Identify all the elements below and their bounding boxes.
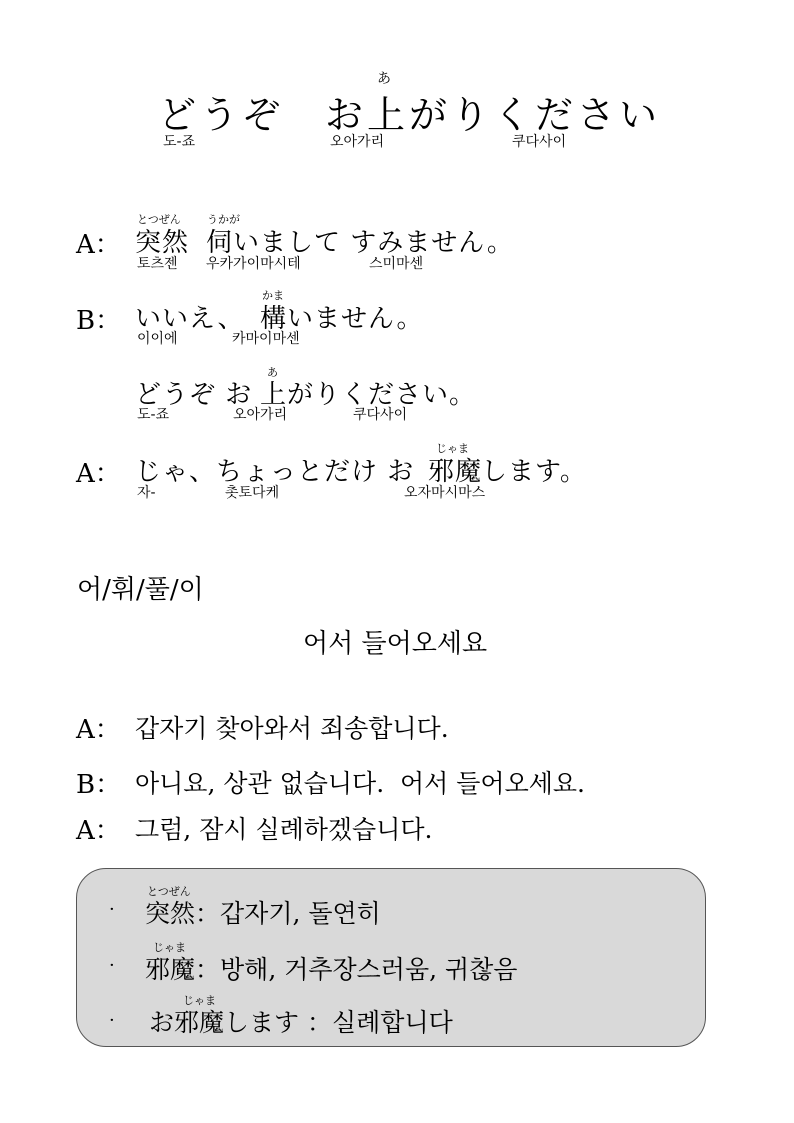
trans-line-2: 아니요, 상관 없습니다. 어서 들어오세요. [135,769,585,798]
dialogue-2-post: いません。 [287,304,424,334]
vocab-kanji-1: 突然 [145,899,196,928]
ruby-totsuzen: とつぜん [137,213,181,226]
reading-3-1: 도-죠 [137,407,170,423]
dialogue-3-pre: どうぞ お [135,380,253,410]
reading-4-1: 자- [137,485,156,501]
vocab-bullet-1: · [109,899,115,920]
reading-1-1: 토츠젠 [137,256,178,272]
kanji-a: 上 [260,380,288,410]
kanji-jama: 邪魔 [428,457,483,487]
vocab-item-1 [145,894,381,930]
vocab-bullet-3: · [109,1010,115,1031]
dialogue-4-pre: じゃ、ちょっとだけ お [135,457,415,487]
vocab-meaning-2: ：방해, 거추장스러움, 귀찮음 [195,955,518,984]
ruby-ukaga: うかが [207,213,240,226]
vocab-kanji-3: 邪魔 [174,1008,225,1037]
reading-1-3: 스미마센 [369,256,424,272]
vocab-prefix-3: お [149,1008,175,1037]
vocab-meaning-3: ：실례합니다 [307,1008,453,1037]
kanji-ukaga: 伺 [206,228,234,258]
vocab-ruby-1: とつぜん [147,885,191,898]
reading-4-2: 촛토다케 [225,485,280,501]
ruby-a: あ [267,366,278,379]
dialogue-1-text: いまして すみません。 [233,228,514,258]
trans-speaker-1: A： [76,715,121,745]
speaker-b-1: B： [76,306,122,336]
title-part1: どうぞ [158,93,285,137]
vocab-ruby-3: じゃま [183,994,216,1007]
vocab-kanji-2: 邪魔 [145,955,196,984]
reading-2-2: 카마이마센 [232,331,300,347]
translation-title: 어서 들어오세요 [303,629,488,659]
speaker-a-2: A： [76,459,121,489]
trans-line-3: 그럼, 잠시 실례하겠습니다. [135,815,433,844]
reading-4-3: 오자마시마스 [404,485,486,501]
kanji-kama: 構 [260,304,288,334]
vocab-item-3 [149,1003,453,1039]
vocab-item-2 [145,950,517,986]
reading-1-2: 우카가이마시테 [206,256,301,272]
title-kanji: 上 [367,93,410,137]
vocab-meaning-1: ：갑자기, 돌연히 [195,899,381,928]
title-ruby: あ [377,71,392,87]
reading-3-2: 오아가리 [233,407,288,423]
ruby-jama: じゃま [436,442,469,455]
title-reading-1: 도-죠 [163,134,196,150]
ruby-kama: かま [262,289,284,302]
kanji-totsuzen: 突然 [135,228,190,258]
dialogue-2-pre: いいえ、 [135,304,245,334]
title-part2-pre: お [325,93,368,137]
trans-line-1: 갑자기 찾아와서 죄송합니다. [135,714,449,743]
trans-speaker-3: A： [76,816,121,846]
speaker-a-1: A： [76,230,121,260]
reading-3-3: 쿠다사이 [353,407,408,423]
title-reading-3: 쿠다사이 [512,134,567,150]
vocab-ruby-2: じゃま [153,941,186,954]
vocab-box [76,868,706,1047]
vocab-bullet-2: · [109,955,115,976]
dialogue-3-post: がりください。 [287,380,477,410]
reading-2-1: 이이에 [137,331,178,347]
dialogue-4-post: します。 [481,457,587,487]
title-part2-post: がりください [409,93,662,137]
title-reading-2: 오아가리 [330,134,385,150]
section-heading: 어/휘/풀/이 [77,575,204,605]
vocab-suffix-3: します [224,1008,300,1037]
trans-speaker-2: B： [76,770,122,800]
